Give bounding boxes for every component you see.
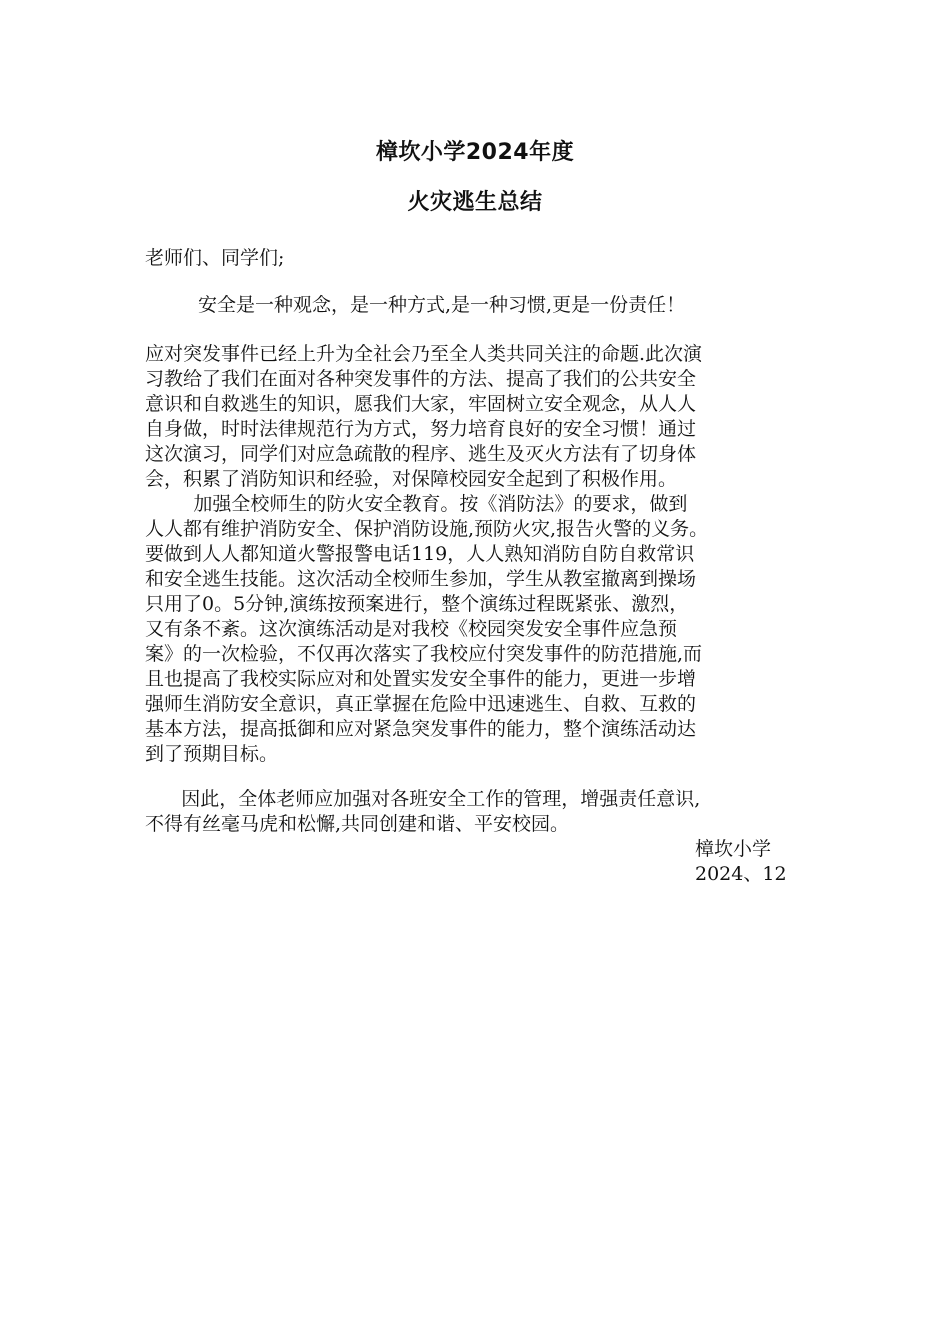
body-line: 不得有丝毫马虎和松懈,共同创建和谐、平安校园。 [145,813,570,835]
signature-school: 樟坎小学 [695,838,772,860]
body-line: 意识和自救逃生的知识，愿我们大家，牢固树立安全观念，从人人 [145,393,697,415]
body-paragraph-conclusion [145,787,810,837]
signature-block [695,837,787,887]
body-line: 人人都有维护消防安全、保护消防设施,预防火灾,报告火警的义务。 [145,518,709,540]
document-title-line2: 火灾逃生总结 [407,190,543,215]
body-line: 且也提高了我校实际应对和处置实发安全事件的能力，更进一步增 [145,668,697,690]
document-title-line1: 樟坎小学2024年度 [375,140,575,165]
body-line: 到了预期目标。 [145,743,279,765]
body-line: 又有条不紊。这次演练活动是对我校《校园突发安全事件应急预 [145,618,678,640]
body-line: 强师生消防安全意识，真正掌握在危险中迅速逃生、自救、互救的 [145,693,697,715]
body-line: 会，积累了消防知识和经验，对保障校园安全起到了积极作用。 [145,468,678,490]
body-line: 自身做，时时法律规范行为方式，努力培育良好的安全习惯！通过 [145,418,697,440]
body-line: 这次演习，同学们对应急疏散的程序、逃生及灭火方法有了切身体 [145,443,697,465]
body-line: 加强全校师生的防火安全教育。按《消防法》的要求，做到 [145,493,688,515]
body-line: 和安全逃生技能。这次活动全校师生参加，学生从教室撤离到操场 [145,568,697,590]
signature-date: 2024、12 [695,863,787,885]
body-line: 应对突发事件已经上升为全社会乃至全人类共同关注的命题.此次演 [145,343,703,365]
greeting: 老师们、同学们; [145,247,285,269]
body-line: 基本方法，提高抵御和应对紧急突发事件的能力，整个演练活动达 [145,718,697,740]
body-paragraph-main [145,342,810,767]
body-line: 只用了0。5分钟,演练按预案进行，整个演练过程既紧张、激烈， [145,593,689,615]
body-line: 因此，全体老师应加强对各班安全工作的管理，增强责任意识, [145,788,701,810]
body-line: 习教给了我们在面对各种突发事件的方法、提高了我们的公共安全 [145,368,697,390]
body-line: 案》的一次检验，不仅再次落实了我校应付突发事件的防范措施,而 [145,643,703,665]
motto-line: 安全是一种观念，是一种方式,是一种习惯,更是一份责任！ [198,294,686,316]
body-line: 要做到人人都知道火警报警电话119，人人熟知消防自防自救常识 [145,543,695,565]
